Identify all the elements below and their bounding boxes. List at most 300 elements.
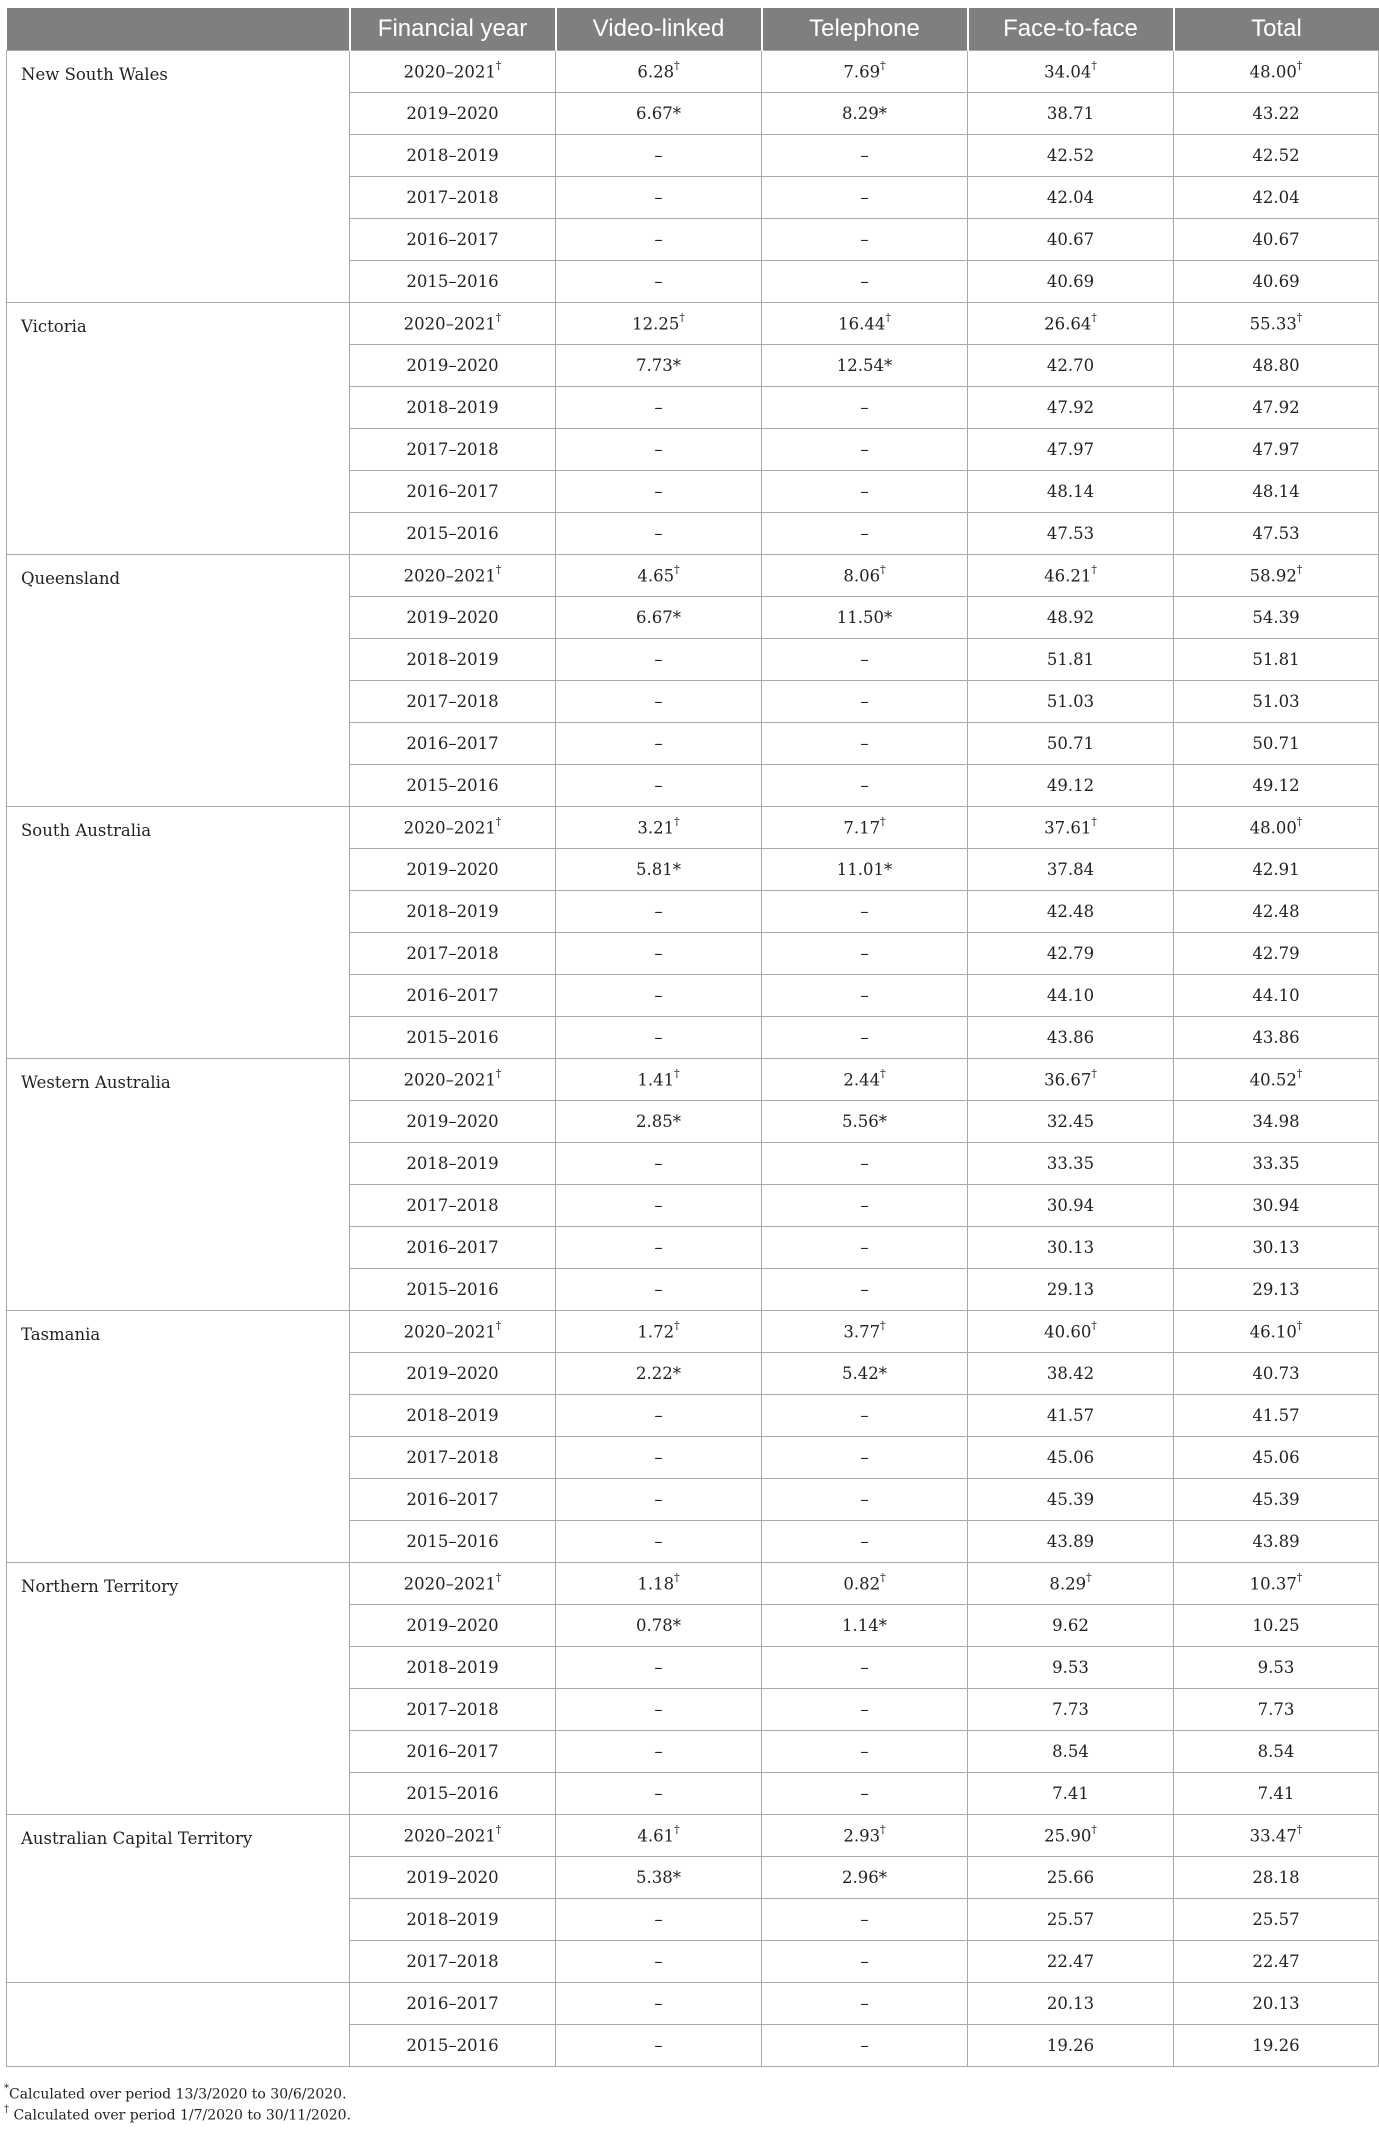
cell-value: –	[860, 944, 869, 963]
total-cell	[1174, 1479, 1379, 1521]
total-cell	[1174, 1521, 1379, 1563]
cell-value: 2016–2017	[406, 734, 499, 753]
face-to-face-cell	[968, 1185, 1174, 1227]
cell-value: 40.52	[1249, 1070, 1297, 1090]
face-to-face-cell	[968, 345, 1174, 387]
year-cell	[350, 1647, 556, 1689]
cell-value: 2.93	[843, 1826, 881, 1846]
cell-value: 45.39	[1252, 1490, 1300, 1509]
cell-value: 33.47	[1249, 1826, 1297, 1846]
cell-value: 33.35	[1252, 1154, 1300, 1173]
year-cell	[350, 1269, 556, 1311]
cell-value: 2017–2018	[406, 1952, 499, 1971]
cell-value: –	[654, 1658, 663, 1677]
dagger-mark: †	[1296, 563, 1303, 577]
total-cell	[1174, 177, 1379, 219]
total-cell	[1174, 1647, 1379, 1689]
video-linked-cell	[556, 387, 762, 429]
footnote-dagger	[4, 2106, 351, 2124]
face-to-face-cell	[968, 1857, 1174, 1899]
cell-value: –	[654, 944, 663, 963]
data-table	[6, 8, 1379, 2067]
year-cell	[350, 1521, 556, 1563]
year-cell	[350, 639, 556, 681]
face-to-face-cell	[968, 1353, 1174, 1395]
face-to-face-cell	[968, 51, 1174, 93]
video-linked-cell	[556, 1857, 762, 1899]
cell-value: 4.65	[637, 566, 675, 586]
cell-value: 2016–2017	[406, 1238, 499, 1257]
video-linked-cell	[556, 1311, 762, 1353]
cell-value: 42.52	[1046, 146, 1095, 165]
year-cell	[350, 723, 556, 765]
cell-value: –	[860, 524, 869, 543]
year-cell	[350, 471, 556, 513]
cell-value: –	[860, 1238, 869, 1257]
dagger-mark: †	[880, 59, 886, 73]
face-to-face-cell	[968, 765, 1174, 807]
region-cell: Victoria	[7, 303, 350, 555]
video-linked-cell	[556, 1101, 762, 1143]
total-cell	[1174, 1185, 1379, 1227]
year-cell	[350, 1899, 556, 1941]
cell-value: –	[860, 1742, 869, 1761]
cell-value: –	[860, 1784, 869, 1803]
telephone-cell	[762, 1983, 968, 2025]
year-cell	[350, 1479, 556, 1521]
cell-value: 2020–2021	[403, 818, 496, 838]
dagger-mark: †	[1296, 1067, 1303, 1081]
dagger-mark: †	[1091, 1319, 1097, 1333]
dagger-mark: †	[674, 815, 680, 829]
video-linked-cell	[556, 891, 762, 933]
face-to-face-cell	[968, 429, 1174, 471]
cell-value: –	[860, 1280, 869, 1299]
cell-value: 7.73*	[636, 356, 681, 375]
face-to-face-cell	[968, 303, 1174, 345]
year-cell	[350, 1983, 556, 2025]
video-linked-cell	[556, 261, 762, 303]
face-to-face-cell	[968, 2025, 1174, 2067]
telephone-cell	[762, 807, 968, 849]
cell-value: –	[654, 2036, 663, 2055]
video-linked-cell	[556, 597, 762, 639]
table-row	[7, 51, 1379, 93]
header-telephone: Telephone	[762, 8, 968, 51]
cell-value: –	[654, 1280, 663, 1299]
total-cell	[1174, 513, 1379, 555]
video-linked-cell	[556, 1647, 762, 1689]
cell-value: 2015–2016	[406, 2036, 499, 2055]
cell-value: 2016–2017	[406, 1742, 499, 1761]
face-to-face-cell	[968, 1143, 1174, 1185]
cell-value: –	[654, 188, 663, 207]
cell-value: –	[654, 650, 663, 669]
dagger-mark: †	[674, 1823, 680, 1837]
table-row	[7, 555, 1379, 597]
video-linked-cell	[556, 1185, 762, 1227]
cell-value: –	[860, 1196, 869, 1215]
year-cell	[350, 387, 556, 429]
footnote-text: Calculated over period 13/3/2020 to 30/6/2020.	[9, 2086, 347, 2103]
cell-value: 25.57	[1252, 1910, 1300, 1929]
total-cell	[1174, 1101, 1379, 1143]
cell-value: 49.12	[1046, 776, 1095, 795]
cell-value: 29.13	[1252, 1280, 1300, 1299]
cell-value: 45.06	[1046, 1448, 1095, 1467]
cell-value: –	[860, 440, 869, 459]
cell-value: 42.04	[1252, 188, 1300, 207]
telephone-cell	[762, 345, 968, 387]
telephone-cell	[762, 765, 968, 807]
cell-value: –	[860, 986, 869, 1005]
footnote-mark: *	[4, 2083, 9, 2094]
cell-value: 47.92	[1046, 398, 1095, 417]
video-linked-cell	[556, 1731, 762, 1773]
telephone-cell	[762, 51, 968, 93]
cell-value: –	[860, 692, 869, 711]
face-to-face-cell	[968, 1395, 1174, 1437]
total-cell	[1174, 93, 1379, 135]
face-to-face-cell	[968, 975, 1174, 1017]
cell-value: 43.22	[1252, 104, 1300, 123]
region-cell: New South Wales	[7, 51, 350, 303]
cell-value: 2019–2020	[406, 608, 499, 627]
face-to-face-cell	[968, 1689, 1174, 1731]
telephone-cell	[762, 681, 968, 723]
dagger-mark: †	[1296, 1823, 1303, 1837]
video-linked-cell	[556, 933, 762, 975]
cell-value: –	[654, 524, 663, 543]
cell-value: –	[654, 1700, 663, 1719]
cell-value: –	[860, 146, 869, 165]
year-cell	[350, 849, 556, 891]
telephone-cell	[762, 1689, 968, 1731]
video-linked-cell	[556, 2025, 762, 2067]
cell-value: –	[860, 1448, 869, 1467]
telephone-cell	[762, 471, 968, 513]
cell-value: 2019–2020	[406, 1364, 499, 1383]
cell-value: 2017–2018	[406, 440, 499, 459]
total-cell	[1174, 345, 1379, 387]
cell-value: 3.77	[843, 1322, 881, 1342]
cell-value: 45.39	[1046, 1490, 1095, 1509]
total-cell	[1174, 1689, 1379, 1731]
telephone-cell	[762, 555, 968, 597]
face-to-face-cell	[968, 723, 1174, 765]
cell-value: 2016–2017	[406, 230, 499, 249]
year-cell	[350, 765, 556, 807]
telephone-cell	[762, 1899, 968, 1941]
header-face-to-face: Face-to-face	[968, 8, 1174, 51]
video-linked-cell	[556, 1059, 762, 1101]
dagger-mark: †	[674, 563, 680, 577]
cell-value: 6.67*	[636, 104, 681, 123]
cell-value: 34.98	[1252, 1112, 1300, 1131]
cell-value: 8.29	[1049, 1574, 1087, 1594]
cell-value: 32.45	[1046, 1112, 1095, 1131]
dagger-mark: †	[1296, 815, 1303, 829]
cell-value: –	[860, 230, 869, 249]
telephone-cell	[762, 429, 968, 471]
total-cell	[1174, 1227, 1379, 1269]
table-wrapper	[6, 8, 1378, 2067]
cell-value: 1.14*	[842, 1616, 887, 1635]
telephone-cell	[762, 1563, 968, 1605]
cell-value: 2018–2019	[406, 1658, 499, 1677]
dagger-mark: †	[495, 1571, 502, 1585]
region-cell: Western Australia	[7, 1059, 350, 1311]
dagger-mark: †	[1091, 59, 1097, 73]
cell-value: –	[654, 1238, 663, 1257]
telephone-cell	[762, 975, 968, 1017]
year-cell	[350, 345, 556, 387]
video-linked-cell	[556, 471, 762, 513]
cell-value: 2019–2020	[406, 860, 499, 879]
dagger-mark: †	[1296, 1319, 1303, 1333]
cell-value: –	[860, 1154, 869, 1173]
cell-value: 8.54	[1052, 1742, 1089, 1761]
cell-value: 2020–2021	[403, 1070, 496, 1090]
cell-value: 2019–2020	[406, 1112, 499, 1131]
dagger-mark: †	[495, 1067, 502, 1081]
footnote-mark: †	[4, 2104, 9, 2115]
year-cell	[350, 597, 556, 639]
cell-value: 2019–2020	[406, 104, 499, 123]
face-to-face-cell	[968, 219, 1174, 261]
cell-value: 47.97	[1252, 440, 1300, 459]
cell-value: –	[654, 1742, 663, 1761]
video-linked-cell	[556, 1815, 762, 1857]
year-cell	[350, 1689, 556, 1731]
video-linked-cell	[556, 1479, 762, 1521]
year-cell	[350, 1395, 556, 1437]
video-linked-cell	[556, 1563, 762, 1605]
cell-value: 2.44	[843, 1070, 881, 1090]
video-linked-cell	[556, 1899, 762, 1941]
cell-value: –	[860, 734, 869, 753]
video-linked-cell	[556, 849, 762, 891]
total-cell	[1174, 807, 1379, 849]
dagger-mark: †	[885, 311, 891, 325]
year-cell	[350, 1815, 556, 1857]
face-to-face-cell	[968, 1521, 1174, 1563]
cell-value: 2019–2020	[406, 356, 499, 375]
cell-value: 2017–2018	[406, 944, 499, 963]
cell-value: 44.10	[1252, 986, 1300, 1005]
region-cell: Australian Capital Territory	[7, 1815, 350, 1983]
year-cell	[350, 177, 556, 219]
cell-value: 1.18	[637, 1574, 675, 1594]
cell-value: 2015–2016	[406, 1028, 499, 1047]
cell-value: 51.81	[1252, 650, 1300, 669]
footnote-text: Calculated over period 1/7/2020 to 30/11/2020.	[9, 2107, 351, 2124]
year-cell	[350, 807, 556, 849]
cell-value: 2.85*	[636, 1112, 681, 1131]
year-cell	[350, 1227, 556, 1269]
total-cell	[1174, 135, 1379, 177]
total-cell	[1174, 555, 1379, 597]
cell-value: 2018–2019	[406, 1154, 499, 1173]
table-row	[7, 807, 1379, 849]
year-cell	[350, 93, 556, 135]
cell-value: –	[860, 482, 869, 501]
telephone-cell	[762, 387, 968, 429]
face-to-face-cell	[968, 597, 1174, 639]
telephone-cell	[762, 1521, 968, 1563]
cell-value: 51.81	[1046, 650, 1095, 669]
cell-value: 40.67	[1252, 230, 1300, 249]
cell-value: 20.13	[1252, 1994, 1300, 2013]
total-cell	[1174, 1269, 1379, 1311]
cell-value: 2017–2018	[406, 1448, 499, 1467]
table-row	[7, 1059, 1379, 1101]
cell-value: 34.04	[1044, 62, 1092, 82]
cell-value: 9.62	[1052, 1616, 1089, 1635]
video-linked-cell	[556, 1269, 762, 1311]
cell-value: 48.14	[1252, 482, 1300, 501]
face-to-face-cell	[968, 135, 1174, 177]
cell-value: 45.06	[1252, 1448, 1300, 1467]
face-to-face-cell	[968, 1899, 1174, 1941]
cell-value: 9.53	[1257, 1658, 1295, 1677]
cell-value: 44.10	[1046, 986, 1095, 1005]
dagger-mark: †	[495, 815, 502, 829]
face-to-face-cell	[968, 555, 1174, 597]
total-cell	[1174, 765, 1379, 807]
cell-value: –	[860, 1700, 869, 1719]
cell-value: 47.53	[1252, 524, 1300, 543]
telephone-cell	[762, 93, 968, 135]
cell-value: 26.64	[1044, 314, 1092, 334]
cell-value: 2015–2016	[406, 776, 499, 795]
cell-value: –	[860, 1028, 869, 1047]
cell-value: –	[860, 1952, 869, 1971]
telephone-cell	[762, 849, 968, 891]
year-cell	[350, 219, 556, 261]
cell-value: 36.67	[1044, 1070, 1092, 1090]
year-cell	[350, 555, 556, 597]
cell-value: 2018–2019	[406, 650, 499, 669]
total-cell	[1174, 1899, 1379, 1941]
cell-value: –	[654, 692, 663, 711]
face-to-face-cell	[968, 1437, 1174, 1479]
year-cell	[350, 51, 556, 93]
dagger-mark: †	[495, 311, 502, 325]
cell-value: 7.73	[1052, 1700, 1089, 1719]
telephone-cell	[762, 1143, 968, 1185]
cell-value: –	[860, 650, 869, 669]
telephone-cell	[762, 1815, 968, 1857]
cell-value: 40.73	[1252, 1364, 1300, 1383]
header-total: Total	[1174, 8, 1379, 51]
cell-value: 11.01*	[836, 860, 893, 879]
footnote-asterisk	[4, 2085, 347, 2103]
cell-value: 2016–2017	[406, 1994, 499, 2013]
face-to-face-cell	[968, 1983, 1174, 2025]
dagger-mark: †	[1091, 563, 1097, 577]
cell-value: –	[654, 1994, 663, 2013]
dagger-mark: †	[880, 815, 886, 829]
header-region	[7, 8, 350, 51]
cell-value: –	[860, 1490, 869, 1509]
cell-value: 43.89	[1046, 1532, 1095, 1551]
video-linked-cell	[556, 303, 762, 345]
total-cell	[1174, 471, 1379, 513]
video-linked-cell	[556, 1227, 762, 1269]
dagger-mark: †	[495, 1319, 502, 1333]
cell-value: 46.21	[1044, 566, 1092, 586]
total-cell	[1174, 1983, 1379, 2025]
cell-value: 2015–2016	[406, 1784, 499, 1803]
telephone-cell	[762, 219, 968, 261]
cell-value: 42.70	[1046, 356, 1095, 375]
video-linked-cell	[556, 1605, 762, 1647]
year-cell	[350, 2025, 556, 2067]
region-cell: Northern Territory	[7, 1563, 350, 1815]
table-row	[7, 1983, 1379, 2025]
total-cell	[1174, 723, 1379, 765]
cell-value: 2017–2018	[406, 188, 499, 207]
cell-value: 42.79	[1046, 944, 1095, 963]
total-cell	[1174, 303, 1379, 345]
cell-value: 19.26	[1046, 2036, 1095, 2055]
dagger-mark: †	[1296, 311, 1303, 325]
dagger-mark: †	[880, 1571, 886, 1585]
table-row	[7, 1563, 1379, 1605]
cell-value: 2019–2020	[406, 1868, 499, 1887]
video-linked-cell	[556, 555, 762, 597]
header-video-linked: Video-linked	[556, 8, 762, 51]
cell-value: 2017–2018	[406, 1196, 499, 1215]
face-to-face-cell	[968, 177, 1174, 219]
cell-value: –	[860, 2036, 869, 2055]
telephone-cell	[762, 1395, 968, 1437]
total-cell	[1174, 1311, 1379, 1353]
cell-value: 8.06	[843, 566, 881, 586]
video-linked-cell	[556, 639, 762, 681]
cell-value: 30.13	[1252, 1238, 1300, 1257]
face-to-face-cell	[968, 1227, 1174, 1269]
total-cell	[1174, 219, 1379, 261]
telephone-cell	[762, 1101, 968, 1143]
total-cell	[1174, 51, 1379, 93]
cell-value: –	[654, 1532, 663, 1551]
cell-value: 30.94	[1046, 1196, 1095, 1215]
telephone-cell	[762, 1017, 968, 1059]
year-cell	[350, 933, 556, 975]
cell-value: 38.42	[1046, 1364, 1095, 1383]
cell-value: 2017–2018	[406, 692, 499, 711]
dagger-mark: †	[880, 1319, 886, 1333]
face-to-face-cell	[968, 1773, 1174, 1815]
cell-value: 16.44	[838, 314, 886, 334]
dagger-mark: †	[674, 59, 680, 73]
video-linked-cell	[556, 1773, 762, 1815]
cell-value: 33.35	[1046, 1154, 1095, 1173]
year-cell	[350, 1185, 556, 1227]
telephone-cell	[762, 1941, 968, 1983]
cell-value: –	[654, 902, 663, 921]
cell-value: 2.96*	[842, 1868, 887, 1887]
total-cell	[1174, 933, 1379, 975]
cell-value: 42.52	[1252, 146, 1300, 165]
cell-value: –	[654, 1196, 663, 1215]
total-cell	[1174, 1773, 1379, 1815]
total-cell	[1174, 429, 1379, 471]
cell-value: 2020–2021	[403, 62, 496, 82]
table-row	[7, 1311, 1379, 1353]
